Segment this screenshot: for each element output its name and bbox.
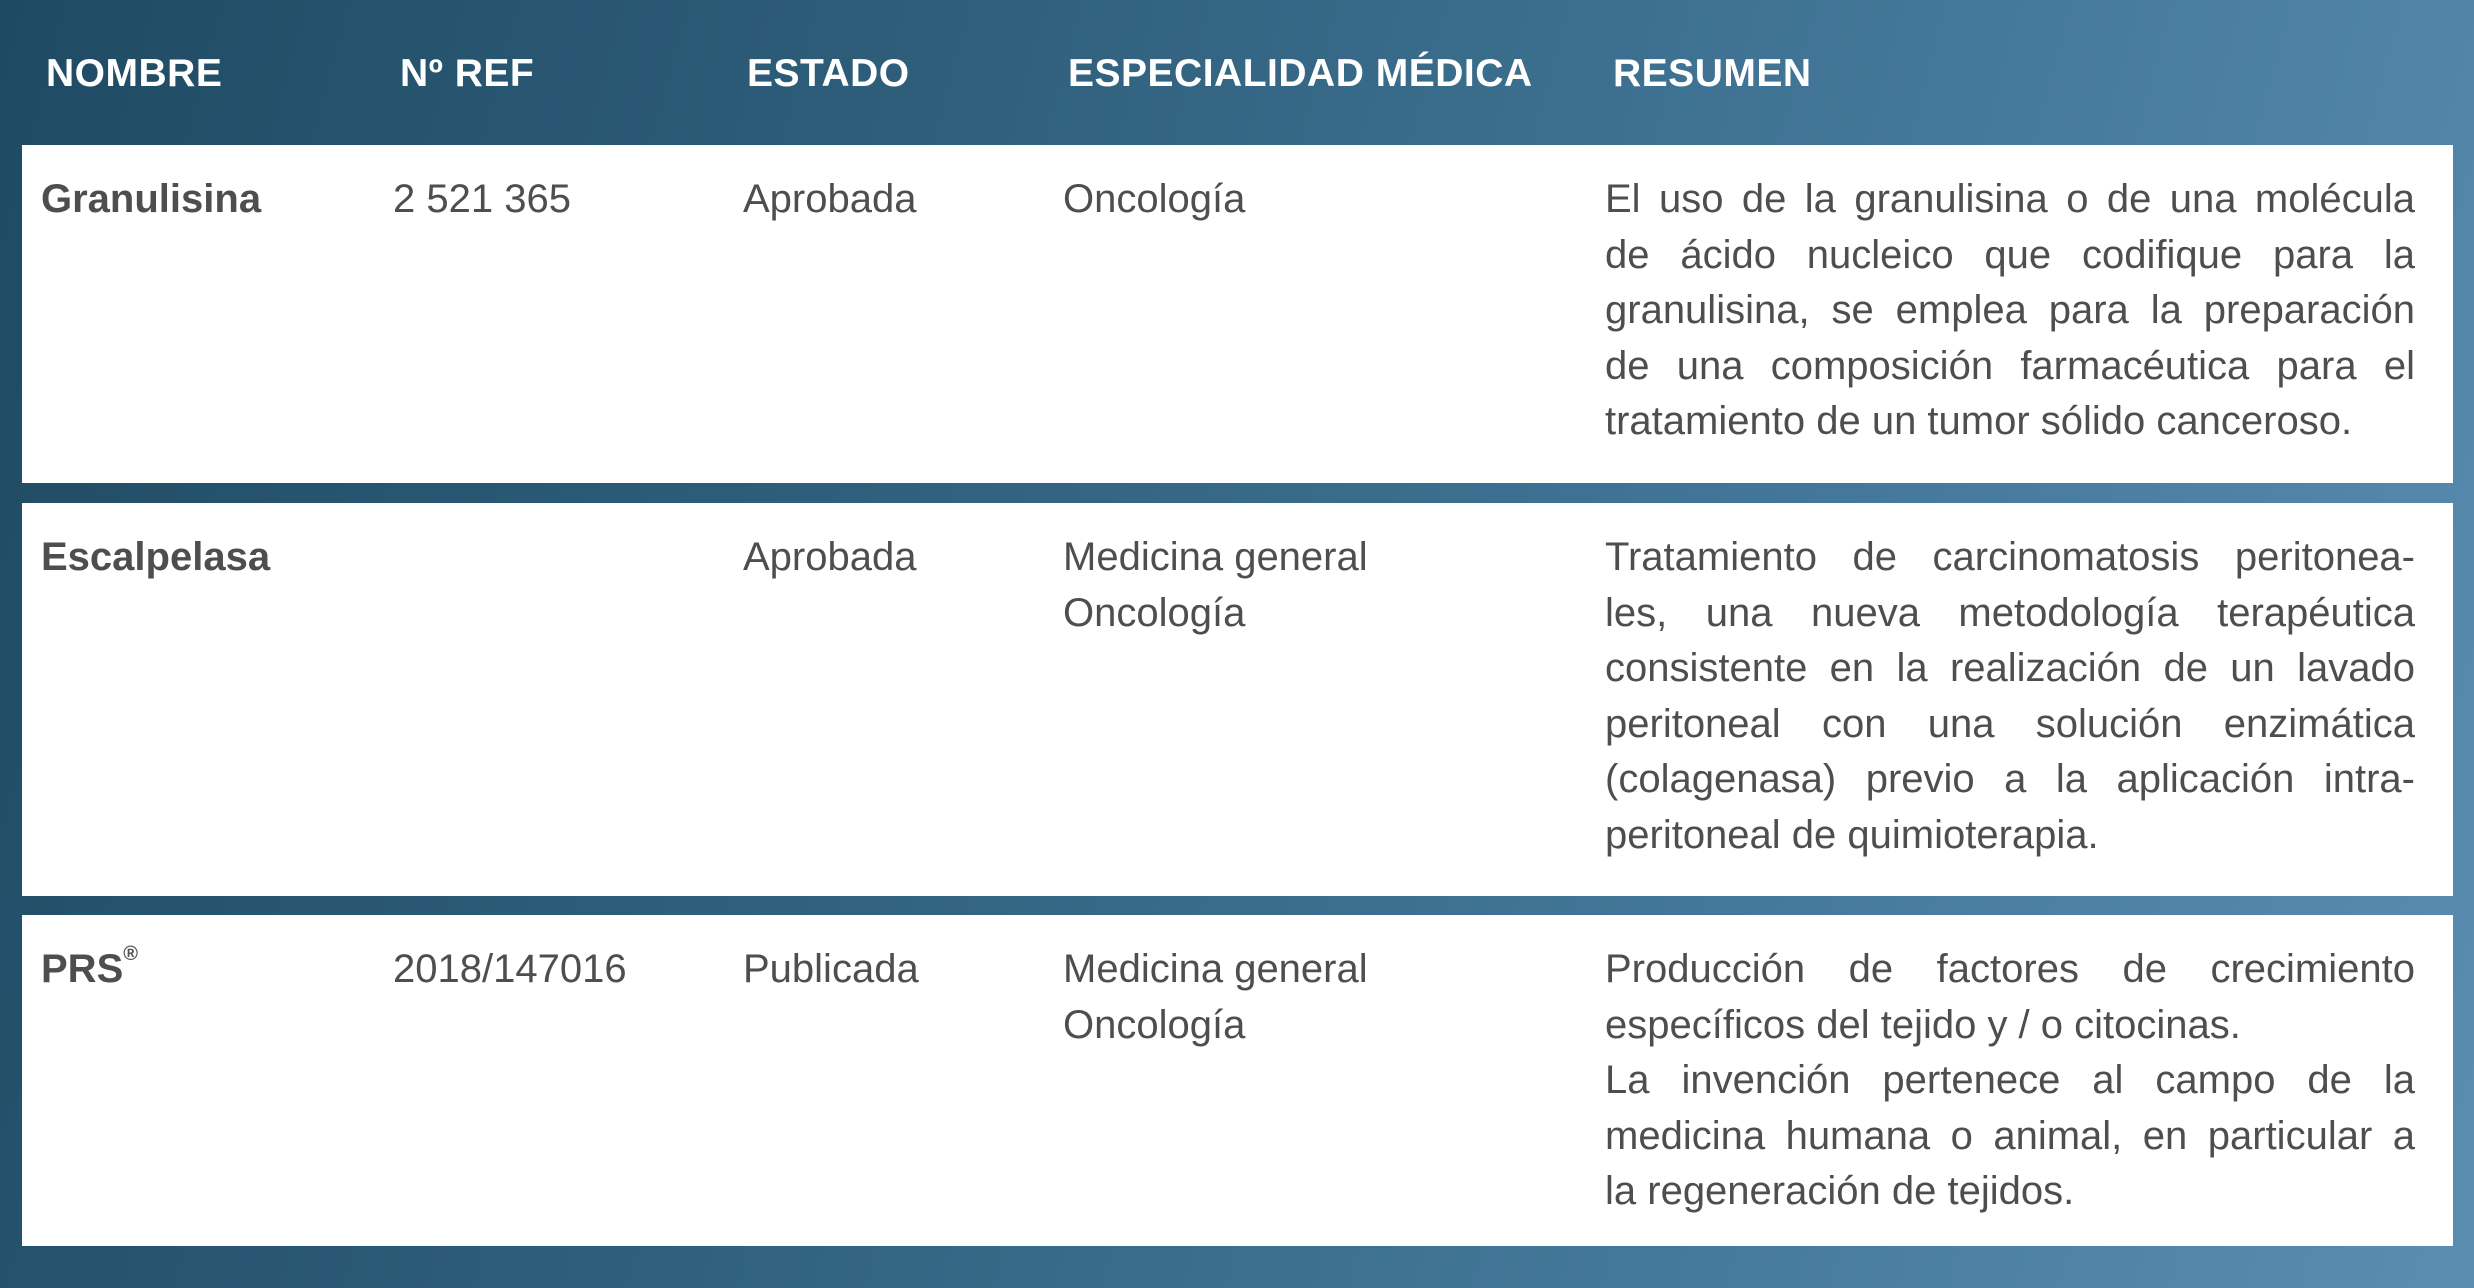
especialidad-line: Medicina general (1063, 947, 1368, 991)
row-estado: Aprobada (743, 535, 917, 579)
resumen-line: granulisina, se emplea para la preparación (1605, 288, 2415, 332)
header-resumen: RESUMEN (1613, 52, 1812, 95)
resumen-line: de ácido nucleico que codifique para la (1605, 232, 2415, 277)
especialidad-line: Oncología (1063, 590, 1246, 635)
row-resumen (1605, 530, 2415, 863)
row-ref: 2018/147016 (393, 947, 627, 991)
row-especialidad (1063, 942, 1368, 1053)
resumen-line: peritoneal de quimioterapia. (1605, 812, 2099, 857)
row-nombre: Escalpelasa (41, 535, 271, 579)
resumen-line: Tratamiento de carcinomatosis peritonea- (1605, 535, 2415, 579)
resumen-line: consistente en la realización de un lavado (1605, 646, 2415, 690)
resumen-line: les, una nueva metodología terapéutica (1605, 590, 2415, 635)
header-ref: Nº REF (400, 52, 535, 95)
row-estado: Publicada (743, 947, 919, 991)
resumen-line: de una composición farmacéutica para el (1605, 343, 2415, 388)
resumen-line: peritoneal con una solución enzimática (1605, 701, 2415, 746)
row-estado: Aprobada (743, 177, 917, 221)
row-especialidad (1063, 530, 1368, 641)
resumen-line: medicina humana o animal, en particular a (1605, 1113, 2415, 1158)
row-resumen (1605, 942, 2415, 1220)
registered-mark: ® (123, 943, 138, 965)
resumen-line: La invención pertenece al campo de la (1605, 1058, 2415, 1102)
especialidad-line: Oncología (1063, 177, 1246, 221)
nombre-text: PRS (41, 947, 124, 991)
header-especialidad: ESPECIALIDAD MÉDICA (1068, 52, 1533, 95)
resumen-line: la regeneración de tejidos. (1605, 1169, 2075, 1213)
resumen-line: Producción de factores de crecimiento (1605, 947, 2415, 991)
row-especialidad (1063, 172, 1245, 228)
header-nombre: NOMBRE (46, 52, 223, 95)
resumen-line: El uso de la granulisina o de una molécula (1605, 177, 2415, 221)
table-row (22, 145, 2453, 483)
table-row (22, 503, 2453, 896)
especialidad-line: Medicina general (1063, 535, 1368, 579)
especialidad-line: Oncología (1063, 1002, 1246, 1047)
row-nombre: Granulisina (41, 177, 262, 221)
resumen-line: (colagenasa) previo a la aplicación intra- (1605, 757, 2415, 801)
row-nombre (41, 942, 138, 998)
table-row (22, 915, 2453, 1246)
header-estado: ESTADO (747, 52, 910, 95)
resumen-line: específicos del tejido y / o citocinas. (1605, 1002, 2241, 1047)
resumen-line: tratamiento de un tumor sólido canceroso. (1605, 399, 2353, 443)
table-header (0, 0, 2474, 145)
row-ref: 2 521 365 (393, 177, 571, 221)
row-resumen (1605, 172, 2415, 450)
